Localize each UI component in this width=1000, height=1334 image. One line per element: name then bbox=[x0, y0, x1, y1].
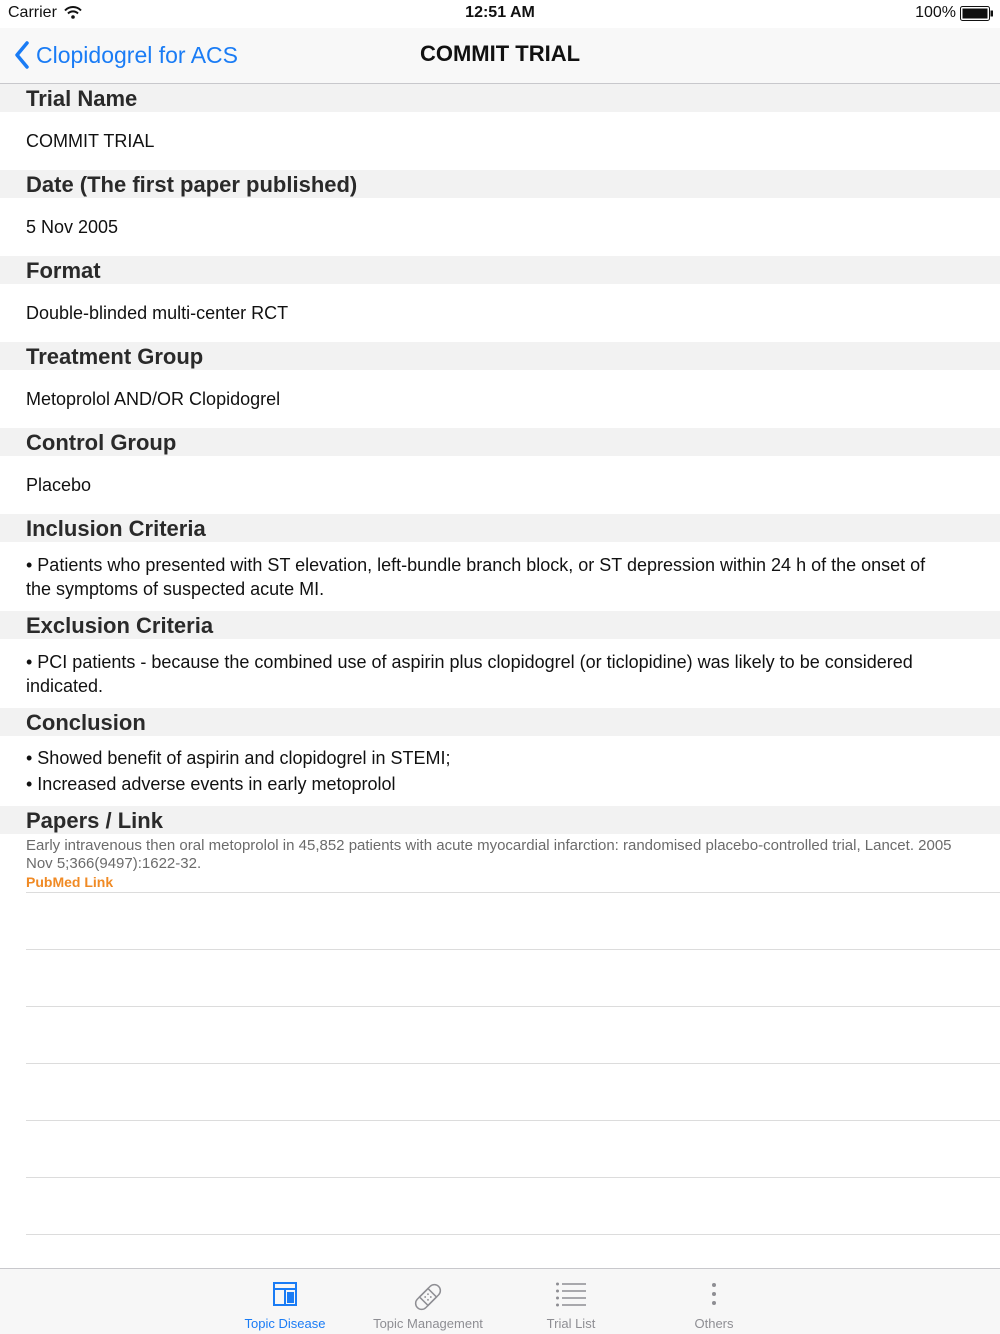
tab-label: Topic Disease bbox=[244, 1316, 326, 1331]
pubmed-link[interactable]: PubMed Link bbox=[26, 874, 114, 890]
page-title: COMMIT TRIAL bbox=[419, 41, 581, 66]
empty-row bbox=[26, 949, 1000, 1006]
back-button-label: Clopidogrel for ACS bbox=[36, 41, 238, 68]
empty-row bbox=[26, 892, 1000, 949]
status-time: 12:51 AM bbox=[465, 4, 535, 21]
section-header-treatment-group: Treatment Group bbox=[0, 342, 1000, 370]
tab-label: Others bbox=[694, 1316, 734, 1331]
format-value: Double-blinded multi-center RCT bbox=[26, 303, 289, 323]
topic-disease-icon bbox=[272, 1281, 298, 1307]
date-value: 5 Nov 2005 bbox=[26, 217, 119, 237]
control-group-value: Placebo bbox=[26, 475, 92, 495]
conclusion-item: • Showed benefit of aspirin and clopidogrel in STEMI; bbox=[26, 748, 451, 768]
empty-row bbox=[26, 1120, 1000, 1177]
paper-citation: Early intravenous then oral metoprolol in 45,852 patients with acute myocardial infarction: randomised placebo-controlled trial, Lancet. 2005 Nov 5;366(9497):1622-32. bbox=[26, 837, 952, 872]
exclusion-criteria-value: • PCI patients - because the combined use of aspirin plus clopidogrel (or ticlopidine) was likely to be considered indicated. bbox=[26, 652, 913, 696]
empty-table-rows bbox=[0, 892, 1000, 1291]
trial-name-value: COMMIT TRIAL bbox=[26, 131, 155, 151]
section-header-format: Format bbox=[0, 256, 1000, 284]
section-header-papers-link: Papers / Link bbox=[0, 806, 1000, 834]
back-button[interactable] bbox=[14, 38, 238, 72]
empty-row bbox=[26, 1006, 1000, 1063]
status-bar bbox=[0, 0, 1000, 28]
empty-row bbox=[26, 1177, 1000, 1234]
section-header-trial-name: Trial Name bbox=[0, 84, 1000, 112]
bandage-icon bbox=[411, 1281, 445, 1313]
inclusion-criteria-value: • Patients who presented with ST elevation, left-bundle branch block, or ST depression within 24 h of the onset of the symptoms of suspected acute MI. bbox=[26, 555, 926, 599]
tab-others[interactable] bbox=[644, 1269, 784, 1334]
section-header-exclusion-criteria: Exclusion Criteria bbox=[0, 611, 1000, 639]
conclusion-list bbox=[0, 736, 1000, 806]
list-icon bbox=[555, 1281, 587, 1307]
battery-icon bbox=[960, 6, 994, 21]
tab-topic-management[interactable] bbox=[358, 1269, 498, 1334]
section-header-date: Date (The first paper published) bbox=[0, 170, 1000, 198]
wifi-icon bbox=[64, 6, 82, 19]
battery-percent: 100% bbox=[915, 4, 956, 21]
section-header-inclusion-criteria: Inclusion Criteria bbox=[0, 514, 1000, 542]
tab-topic-disease[interactable] bbox=[215, 1269, 355, 1334]
section-header-control-group: Control Group bbox=[0, 428, 1000, 456]
tab-label: Topic Management bbox=[373, 1316, 483, 1331]
section-header-conclusion: Conclusion bbox=[0, 708, 1000, 736]
tab-label: Trial List bbox=[546, 1316, 596, 1331]
treatment-group-value: Metoprolol AND/OR Clopidogrel bbox=[26, 389, 281, 409]
navigation-bar bbox=[0, 28, 1000, 84]
conclusion-item: • Increased adverse events in early metoprolol bbox=[26, 774, 396, 794]
empty-row bbox=[26, 1063, 1000, 1120]
chevron-left-icon bbox=[14, 41, 30, 69]
tab-trial-list[interactable] bbox=[501, 1269, 641, 1334]
trial-detail bbox=[0, 84, 1000, 1291]
tab-bar bbox=[0, 1268, 1000, 1334]
carrier-label: Carrier bbox=[8, 4, 57, 21]
more-icon bbox=[710, 1281, 718, 1307]
